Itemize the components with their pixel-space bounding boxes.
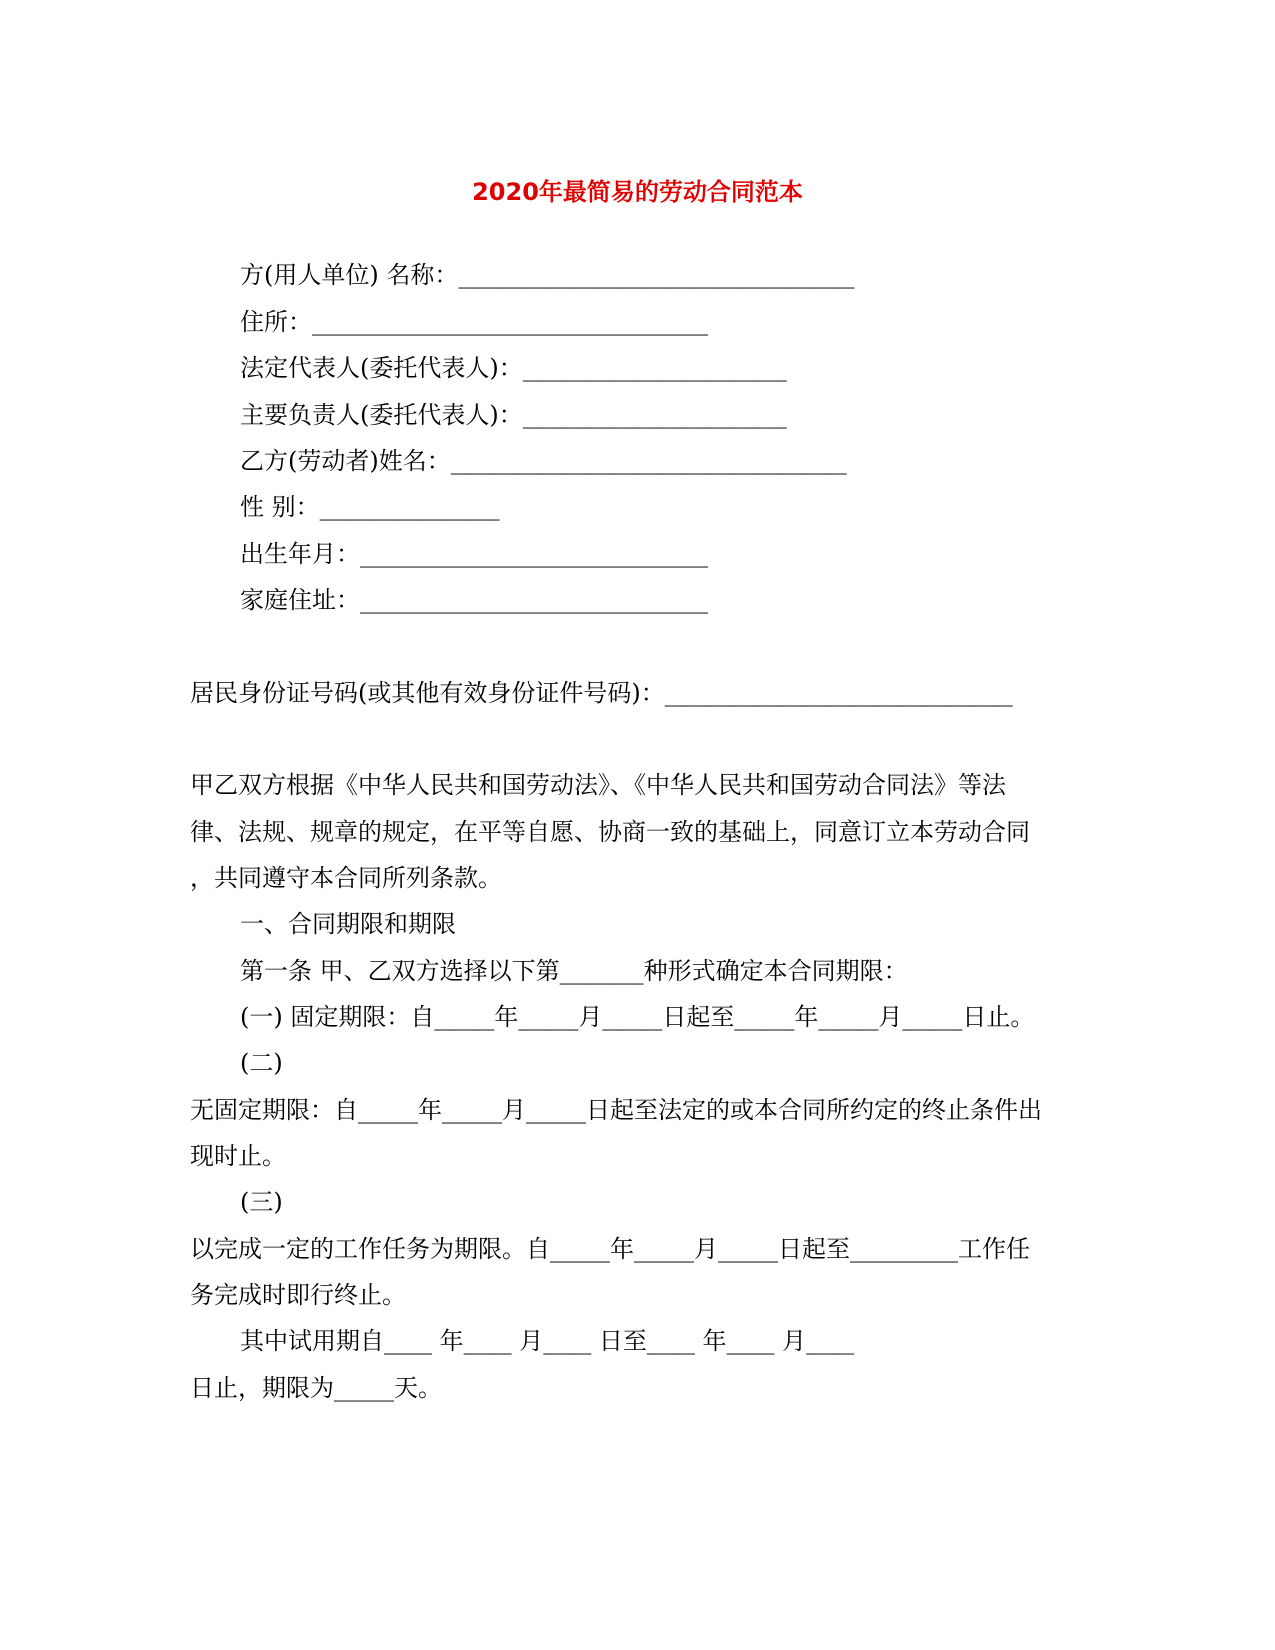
- article-one: 第一条 甲、乙双方选择以下第_______种形式确定本合同期限：: [240, 957, 908, 985]
- option-indefinite-term-cont: 现时止。: [190, 1142, 286, 1170]
- gender-field: 性 别：_______________: [240, 493, 500, 521]
- option-fixed-term: (一) 固定期限：自_____年_____月_____日起至_____年_____月_____日止。: [240, 1003, 1035, 1031]
- option-task-term-cont: 务完成时即行终止。: [190, 1281, 406, 1309]
- id-number-field: 居民身份证号码(或其他有效身份证件号码)：_____________________________: [190, 679, 1013, 707]
- option-two-label: (二): [240, 1049, 283, 1077]
- employer-name-field: 方(用人单位) 名称：_________________________________: [240, 261, 855, 289]
- main-responsible-person-field: 主要负责人(委托代表人)：______________________: [240, 401, 787, 429]
- legal-representative-field: 法定代表人(委托代表人)：______________________: [240, 354, 787, 382]
- home-address-field: 家庭住址：_____________________________: [240, 586, 708, 614]
- preamble-line: 律、法规、规章的规定，在平等自愿、协商一致的基础上，同意订立本劳动合同: [190, 818, 1030, 846]
- section-heading: 一、合同期限和期限: [240, 910, 456, 938]
- probation-period-cont: 日止，期限为_____天。: [190, 1374, 442, 1402]
- option-indefinite-term: 无固定期限：自_____年_____月_____日起至法定的或本合同所约定的终止条件出: [190, 1096, 1042, 1124]
- option-task-term: 以完成一定的工作任务为期限。自_____年_____月_____日起至_________工作任: [190, 1235, 1030, 1263]
- address-field: 住所：_________________________________: [240, 308, 708, 336]
- preamble-line: 甲乙双方根据《中华人民共和国劳动法》、《中华人民共和国劳动合同法》等法: [190, 771, 1006, 799]
- document-title: 2020年最简易的劳动合同范本: [472, 178, 803, 206]
- option-three-label: (三): [240, 1188, 283, 1216]
- probation-period: 其中试用期自____ 年____ 月____ 日至____ 年____ 月____: [240, 1327, 855, 1355]
- preamble-line: ，共同遵守本合同所列条款。: [190, 864, 502, 892]
- employee-name-field: 乙方(劳动者)姓名：_________________________________: [240, 447, 847, 475]
- birth-date-field: 出生年月：_____________________________: [240, 540, 708, 568]
